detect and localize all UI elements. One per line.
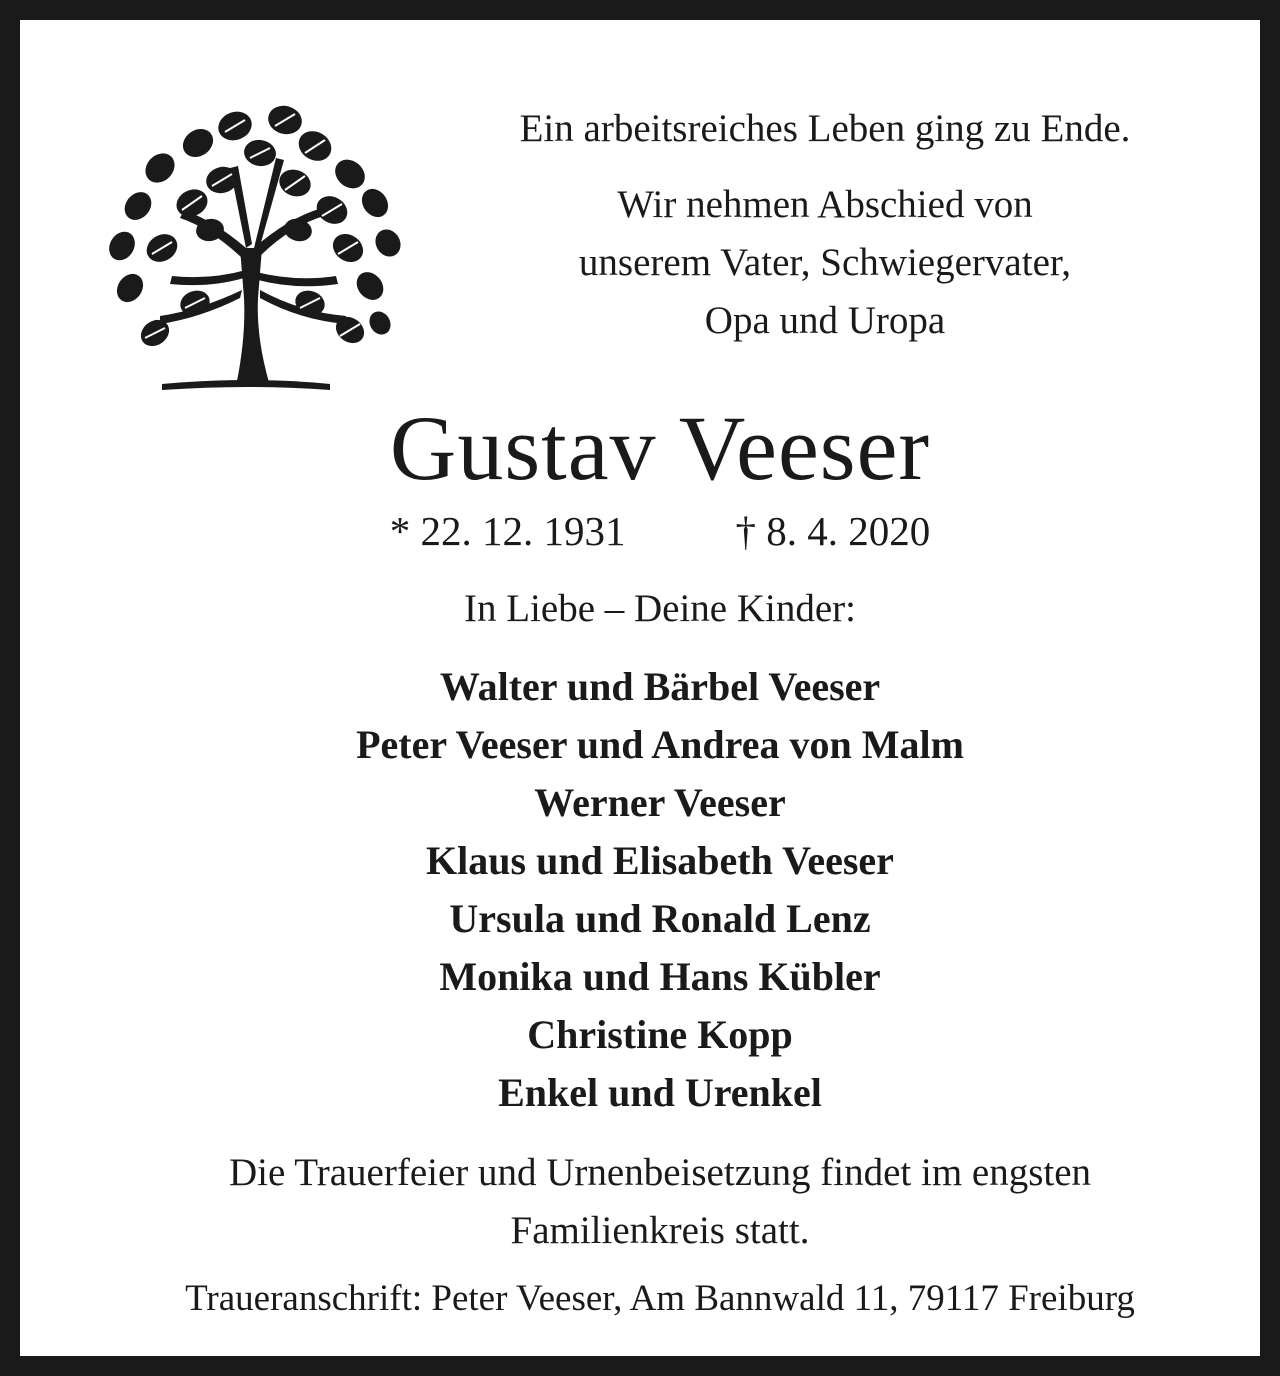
- mourner-entry: Enkel und Urenkel: [498, 1070, 822, 1115]
- mourners-list: [20, 658, 1280, 1122]
- mourner-entry: Walter und Bärbel Veeser: [439, 664, 881, 709]
- intro-line: unserem Vater, Schwiegervater,: [578, 241, 1072, 284]
- death-date: † 8. 4. 2020: [735, 508, 931, 554]
- intro-line: Opa und Uropa: [704, 299, 946, 342]
- intro-line: Wir nehmen Abschied von: [617, 183, 1033, 226]
- mourner-entry: Klaus und Elisabeth Veeser: [426, 838, 894, 883]
- mourner-entry: Ursula und Ronald Lenz: [449, 896, 871, 941]
- mourner-entry: Peter Veeser und Andrea von Malm: [356, 722, 964, 767]
- mourner-entry: Monika und Hans Kübler: [439, 954, 881, 999]
- life-dates: [20, 506, 1280, 556]
- intro-text: [420, 100, 1230, 350]
- intro-lead: Ein arbeitsreiches Leben ging zu Ende.: [519, 107, 1131, 150]
- ceremony-notice: [80, 1144, 1240, 1260]
- notice-line: Die Trauerfeier und Urnenbeisetzung findet im engsten: [228, 1151, 1092, 1194]
- birth-date: * 22. 12. 1931: [389, 508, 626, 554]
- mourner-entry: Christine Kopp: [527, 1012, 793, 1057]
- greeting-line: In Liebe – Deine Kinder:: [463, 587, 857, 630]
- mourner-entry: Werner Veeser: [534, 780, 786, 825]
- notice-line: Familienkreis statt.: [510, 1209, 810, 1252]
- deceased-name: Gustav Veeser: [389, 397, 931, 499]
- tree-of-life-icon: [100, 98, 405, 396]
- mourning-address: Traueranschrift: Peter Veeser, Am Bannwald 11, 79117 Freiburg: [185, 1278, 1135, 1319]
